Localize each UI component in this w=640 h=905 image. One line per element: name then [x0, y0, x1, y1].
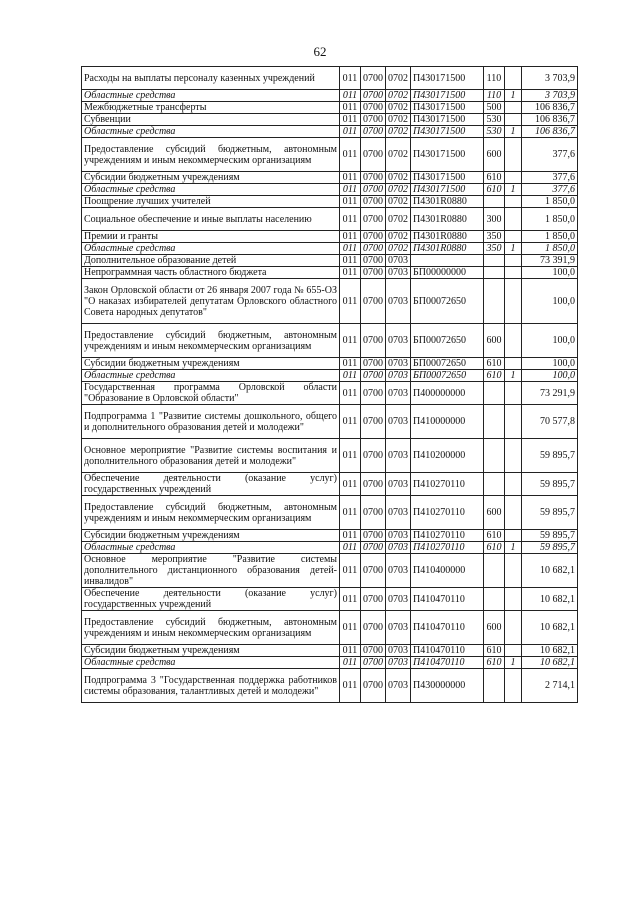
table-row [82, 184, 578, 196]
expense-name-cell: Субсидии бюджетным учреждениям [82, 645, 340, 657]
subsection-code-cell: 0703 [386, 439, 411, 473]
amount-cell: 59 895,7 [522, 530, 578, 542]
funding-source-cell [505, 67, 522, 90]
table-row [82, 208, 578, 231]
subsection-code-cell: 0703 [386, 588, 411, 611]
subsection-code-cell: 0702 [386, 231, 411, 243]
section-code-cell: 0700 [361, 279, 386, 324]
ministry-code-cell: 011 [340, 184, 361, 196]
amount-cell: 1 850,0 [522, 208, 578, 231]
ministry-code-cell: 011 [340, 114, 361, 126]
amount-cell: 59 895,7 [522, 542, 578, 554]
table-row [82, 496, 578, 530]
expense-type-cell: 530 [484, 114, 505, 126]
ministry-code-cell: 011 [340, 530, 361, 542]
amount-cell: 3 703,9 [522, 90, 578, 102]
table-row [82, 473, 578, 496]
ministry-code-cell: 011 [340, 231, 361, 243]
expense-name-cell: Субвенции [82, 114, 340, 126]
funding-source-cell [505, 473, 522, 496]
subsection-code-cell: 0702 [386, 126, 411, 138]
subsection-code-cell: 0702 [386, 138, 411, 172]
expense-type-cell: 610 [484, 184, 505, 196]
subsection-code-cell: 0703 [386, 382, 411, 405]
expense-type-cell: 110 [484, 90, 505, 102]
subsection-code-cell: 0702 [386, 184, 411, 196]
table-row [82, 588, 578, 611]
expense-type-cell: 300 [484, 208, 505, 231]
section-code-cell: 0700 [361, 554, 386, 588]
amount-cell: 100,0 [522, 358, 578, 370]
section-code-cell: 0700 [361, 669, 386, 703]
expense-type-cell: 350 [484, 231, 505, 243]
ministry-code-cell: 011 [340, 243, 361, 255]
subsection-code-cell: 0702 [386, 208, 411, 231]
section-code-cell: 0700 [361, 196, 386, 208]
subsection-code-cell: 0703 [386, 255, 411, 267]
subsection-code-cell: 0703 [386, 530, 411, 542]
ministry-code-cell: 011 [340, 554, 361, 588]
table-row [82, 90, 578, 102]
target-article-cell: П430171500 [411, 102, 484, 114]
table-row [82, 358, 578, 370]
expense-type-cell: 350 [484, 243, 505, 255]
amount-cell: 1 850,0 [522, 196, 578, 208]
funding-source-cell [505, 255, 522, 267]
funding-source-cell [505, 279, 522, 324]
target-article-cell: П410270110 [411, 496, 484, 530]
funding-source-cell: 1 [505, 370, 522, 382]
ministry-code-cell: 011 [340, 439, 361, 473]
funding-source-cell [505, 358, 522, 370]
target-article-cell: П410470110 [411, 645, 484, 657]
amount-cell: 59 895,7 [522, 473, 578, 496]
target-article-cell: П430171500 [411, 138, 484, 172]
expense-type-cell [484, 196, 505, 208]
ministry-code-cell: 011 [340, 405, 361, 439]
expense-name-cell: Основное мероприятие "Развитие системы дополнительного дистанционного образования детей-инвалидов" [82, 554, 340, 588]
subsection-code-cell: 0703 [386, 405, 411, 439]
section-code-cell: 0700 [361, 657, 386, 669]
funding-source-cell [505, 231, 522, 243]
subsection-code-cell: 0703 [386, 370, 411, 382]
target-article-cell: П410270110 [411, 473, 484, 496]
expense-name-cell: Субсидии бюджетным учреждениям [82, 530, 340, 542]
ministry-code-cell: 011 [340, 611, 361, 645]
expense-name-cell: Областные средства [82, 542, 340, 554]
expense-name-cell: Премии и гранты [82, 231, 340, 243]
target-article-cell: П410470110 [411, 588, 484, 611]
subsection-code-cell: 0702 [386, 196, 411, 208]
ministry-code-cell: 011 [340, 645, 361, 657]
ministry-code-cell: 011 [340, 172, 361, 184]
amount-cell: 377,6 [522, 138, 578, 172]
section-code-cell: 0700 [361, 243, 386, 255]
section-code-cell: 0700 [361, 138, 386, 172]
funding-source-cell [505, 172, 522, 184]
funding-source-cell: 1 [505, 126, 522, 138]
section-code-cell: 0700 [361, 405, 386, 439]
table-row [82, 669, 578, 703]
table-row [82, 138, 578, 172]
expense-name-cell: Субсидии бюджетным учреждениям [82, 358, 340, 370]
expense-type-cell: 610 [484, 172, 505, 184]
ministry-code-cell: 011 [340, 102, 361, 114]
table-row [82, 324, 578, 358]
target-article-cell: П430171500 [411, 172, 484, 184]
subsection-code-cell: 0702 [386, 102, 411, 114]
funding-source-cell [505, 496, 522, 530]
target-article-cell: П430171500 [411, 126, 484, 138]
section-code-cell: 0700 [361, 67, 386, 90]
expense-type-cell [484, 669, 505, 703]
expense-type-cell [484, 473, 505, 496]
table-row [82, 255, 578, 267]
table-row [82, 645, 578, 657]
table-row [82, 370, 578, 382]
table-row [82, 530, 578, 542]
section-code-cell: 0700 [361, 172, 386, 184]
ministry-code-cell: 011 [340, 669, 361, 703]
target-article-cell [411, 255, 484, 267]
target-article-cell: П430171500 [411, 67, 484, 90]
funding-source-cell [505, 208, 522, 231]
expense-name-cell: Предоставление субсидий бюджетным, автономным учреждениям и иным некоммерческим организациям [82, 138, 340, 172]
table-row [82, 657, 578, 669]
amount-cell: 100,0 [522, 279, 578, 324]
expense-name-cell: Субсидии бюджетным учреждениям [82, 172, 340, 184]
section-code-cell: 0700 [361, 208, 386, 231]
amount-cell: 10 682,1 [522, 588, 578, 611]
section-code-cell: 0700 [361, 102, 386, 114]
funding-source-cell [505, 611, 522, 645]
target-article-cell: П410270110 [411, 530, 484, 542]
section-code-cell: 0700 [361, 473, 386, 496]
section-code-cell: 0700 [361, 370, 386, 382]
amount-cell: 106 836,7 [522, 102, 578, 114]
amount-cell: 100,0 [522, 324, 578, 358]
page-number: 62 [313, 44, 327, 59]
target-article-cell: П430171500 [411, 90, 484, 102]
ministry-code-cell: 011 [340, 126, 361, 138]
subsection-code-cell: 0703 [386, 611, 411, 645]
expense-type-cell: 500 [484, 102, 505, 114]
expense-name-cell: Подпрограмма 1 "Развитие системы дошкольного, общего и дополнительного образования детей и молодежи" [82, 405, 340, 439]
expense-type-cell: 610 [484, 542, 505, 554]
target-article-cell: БП00000000 [411, 267, 484, 279]
expense-type-cell [484, 382, 505, 405]
subsection-code-cell: 0702 [386, 67, 411, 90]
ministry-code-cell: 011 [340, 473, 361, 496]
ministry-code-cell: 011 [340, 208, 361, 231]
table-row [82, 405, 578, 439]
subsection-code-cell: 0703 [386, 358, 411, 370]
section-code-cell: 0700 [361, 90, 386, 102]
table-row [82, 243, 578, 255]
table-row [82, 542, 578, 554]
expense-type-cell: 610 [484, 358, 505, 370]
amount-cell: 100,0 [522, 370, 578, 382]
target-article-cell: П430171500 [411, 114, 484, 126]
subsection-code-cell: 0703 [386, 542, 411, 554]
ministry-code-cell: 011 [340, 542, 361, 554]
funding-source-cell [505, 196, 522, 208]
section-code-cell: 0700 [361, 611, 386, 645]
table-row [82, 267, 578, 279]
target-article-cell: П410270110 [411, 542, 484, 554]
expense-name-cell: Поощрение лучших учителей [82, 196, 340, 208]
target-article-cell: П410470110 [411, 611, 484, 645]
funding-source-cell [505, 102, 522, 114]
ministry-code-cell: 011 [340, 138, 361, 172]
table-row [82, 126, 578, 138]
section-code-cell: 0700 [361, 496, 386, 530]
expense-name-cell: Основное мероприятие "Развитие системы воспитания и дополнительного образования детей и молодежи" [82, 439, 340, 473]
ministry-code-cell: 011 [340, 267, 361, 279]
ministry-code-cell: 011 [340, 657, 361, 669]
ministry-code-cell: 011 [340, 324, 361, 358]
amount-cell: 106 836,7 [522, 126, 578, 138]
section-code-cell: 0700 [361, 645, 386, 657]
expense-name-cell: Социальное обеспечение и иные выплаты населению [82, 208, 340, 231]
expense-type-cell [484, 279, 505, 324]
target-article-cell: П410000000 [411, 405, 484, 439]
ministry-code-cell: 011 [340, 255, 361, 267]
target-article-cell: БП00072650 [411, 324, 484, 358]
expense-name-cell: Непрограммная часть областного бюджета [82, 267, 340, 279]
amount-cell: 10 682,1 [522, 645, 578, 657]
section-code-cell: 0700 [361, 267, 386, 279]
table-row [82, 382, 578, 405]
amount-cell: 10 682,1 [522, 611, 578, 645]
funding-source-cell [505, 530, 522, 542]
amount-cell: 106 836,7 [522, 114, 578, 126]
amount-cell: 1 850,0 [522, 243, 578, 255]
ministry-code-cell: 011 [340, 358, 361, 370]
expense-name-cell: Предоставление субсидий бюджетным, автономным учреждениям и иным некоммерческим организациям [82, 496, 340, 530]
table-row [82, 439, 578, 473]
expense-type-cell: 600 [484, 611, 505, 645]
funding-source-cell [505, 439, 522, 473]
table-row [82, 102, 578, 114]
table-row [82, 114, 578, 126]
amount-cell: 73 391,9 [522, 255, 578, 267]
expense-type-cell: 610 [484, 645, 505, 657]
table-row [82, 611, 578, 645]
funding-source-cell [505, 405, 522, 439]
funding-source-cell [505, 554, 522, 588]
expense-name-cell: Областные средства [82, 184, 340, 196]
section-code-cell: 0700 [361, 324, 386, 358]
subsection-code-cell: 0703 [386, 669, 411, 703]
expense-name-cell: Подпрограмма 3 "Государственная поддержка работников системы образования, талантливых детей и молодежи" [82, 669, 340, 703]
section-code-cell: 0700 [361, 358, 386, 370]
target-article-cell: П410200000 [411, 439, 484, 473]
subsection-code-cell: 0703 [386, 324, 411, 358]
expense-type-cell: 600 [484, 138, 505, 172]
ministry-code-cell: 011 [340, 588, 361, 611]
expense-name-cell: Областные средства [82, 370, 340, 382]
ministry-code-cell: 011 [340, 279, 361, 324]
target-article-cell: БП00072650 [411, 358, 484, 370]
amount-cell: 3 703,9 [522, 67, 578, 90]
amount-cell: 59 895,7 [522, 496, 578, 530]
subsection-code-cell: 0702 [386, 114, 411, 126]
expense-type-cell: 600 [484, 496, 505, 530]
expense-name-cell: Областные средства [82, 126, 340, 138]
ministry-code-cell: 011 [340, 196, 361, 208]
budget-table [81, 66, 578, 703]
expense-type-cell: 110 [484, 67, 505, 90]
section-code-cell: 0700 [361, 530, 386, 542]
subsection-code-cell: 0703 [386, 645, 411, 657]
expense-type-cell [484, 588, 505, 611]
section-code-cell: 0700 [361, 439, 386, 473]
expense-name-cell: Закон Орловской области от 26 января 2007 года № 655-ОЗ "О наказах избирателей депутатам Орловского областного Совета народных депутатов" [82, 279, 340, 324]
section-code-cell: 0700 [361, 542, 386, 554]
expense-name-cell: Государственная программа Орловской области "Образование в Орловской области" [82, 382, 340, 405]
expense-type-cell [484, 439, 505, 473]
target-article-cell: П4301R0880 [411, 231, 484, 243]
amount-cell: 377,6 [522, 184, 578, 196]
ministry-code-cell: 011 [340, 370, 361, 382]
section-code-cell: 0700 [361, 382, 386, 405]
section-code-cell: 0700 [361, 255, 386, 267]
funding-source-cell: 1 [505, 90, 522, 102]
funding-source-cell: 1 [505, 184, 522, 196]
table-row [82, 172, 578, 184]
target-article-cell: П400000000 [411, 382, 484, 405]
expense-type-cell [484, 405, 505, 439]
funding-source-cell [505, 588, 522, 611]
target-article-cell: П4301R0880 [411, 196, 484, 208]
expense-name-cell: Обеспечение деятельности (оказание услуг) государственных учреждений [82, 473, 340, 496]
amount-cell: 10 682,1 [522, 657, 578, 669]
amount-cell: 70 577,8 [522, 405, 578, 439]
target-article-cell: П4301R0880 [411, 208, 484, 231]
section-code-cell: 0700 [361, 114, 386, 126]
subsection-code-cell: 0702 [386, 90, 411, 102]
expense-name-cell: Обеспечение деятельности (оказание услуг) государственных учреждений [82, 588, 340, 611]
table-row [82, 554, 578, 588]
target-article-cell: БП00072650 [411, 279, 484, 324]
funding-source-cell [505, 324, 522, 358]
target-article-cell: П430000000 [411, 669, 484, 703]
expense-name-cell: Предоставление субсидий бюджетным, автономным учреждениям и иным некоммерческим организациям [82, 611, 340, 645]
table-body [82, 67, 578, 703]
expense-type-cell: 610 [484, 530, 505, 542]
table-row [82, 196, 578, 208]
amount-cell: 10 682,1 [522, 554, 578, 588]
expense-name-cell: Областные средства [82, 90, 340, 102]
funding-source-cell [505, 382, 522, 405]
target-article-cell: П4301R0880 [411, 243, 484, 255]
ministry-code-cell: 011 [340, 382, 361, 405]
amount-cell: 377,6 [522, 172, 578, 184]
expense-name-cell: Областные средства [82, 657, 340, 669]
amount-cell: 59 895,7 [522, 439, 578, 473]
expense-name-cell: Дополнительное образование детей [82, 255, 340, 267]
expense-name-cell: Межбюджетные трансферты [82, 102, 340, 114]
subsection-code-cell: 0702 [386, 172, 411, 184]
funding-source-cell [505, 114, 522, 126]
ministry-code-cell: 011 [340, 90, 361, 102]
ministry-code-cell: 011 [340, 67, 361, 90]
amount-cell: 73 291,9 [522, 382, 578, 405]
expense-type-cell [484, 554, 505, 588]
funding-source-cell: 1 [505, 542, 522, 554]
section-code-cell: 0700 [361, 184, 386, 196]
subsection-code-cell: 0703 [386, 496, 411, 530]
target-article-cell: БП00072650 [411, 370, 484, 382]
expense-type-cell: 530 [484, 126, 505, 138]
target-article-cell: П410470110 [411, 657, 484, 669]
expense-type-cell: 600 [484, 324, 505, 358]
funding-source-cell: 1 [505, 657, 522, 669]
expense-type-cell: 610 [484, 657, 505, 669]
section-code-cell: 0700 [361, 126, 386, 138]
subsection-code-cell: 0703 [386, 279, 411, 324]
target-article-cell: П410400000 [411, 554, 484, 588]
subsection-code-cell: 0703 [386, 554, 411, 588]
table-row [82, 279, 578, 324]
subsection-code-cell: 0703 [386, 267, 411, 279]
expense-name-cell: Предоставление субсидий бюджетным, автономным учреждениям и иным некоммерческим организациям [82, 324, 340, 358]
subsection-code-cell: 0703 [386, 657, 411, 669]
subsection-code-cell: 0702 [386, 243, 411, 255]
expense-type-cell [484, 267, 505, 279]
subsection-code-cell: 0703 [386, 473, 411, 496]
funding-source-cell [505, 267, 522, 279]
section-code-cell: 0700 [361, 588, 386, 611]
target-article-cell: П430171500 [411, 184, 484, 196]
funding-source-cell: 1 [505, 243, 522, 255]
amount-cell: 1 850,0 [522, 231, 578, 243]
funding-source-cell [505, 645, 522, 657]
table-row [82, 231, 578, 243]
section-code-cell: 0700 [361, 231, 386, 243]
funding-source-cell [505, 138, 522, 172]
ministry-code-cell: 011 [340, 496, 361, 530]
table-row [82, 67, 578, 90]
expense-name-cell: Областные средства [82, 243, 340, 255]
amount-cell: 100,0 [522, 267, 578, 279]
expense-type-cell: 610 [484, 370, 505, 382]
amount-cell: 2 714,1 [522, 669, 578, 703]
funding-source-cell [505, 669, 522, 703]
expense-type-cell [484, 255, 505, 267]
expense-name-cell: Расходы на выплаты персоналу казенных учреждений [82, 67, 340, 90]
